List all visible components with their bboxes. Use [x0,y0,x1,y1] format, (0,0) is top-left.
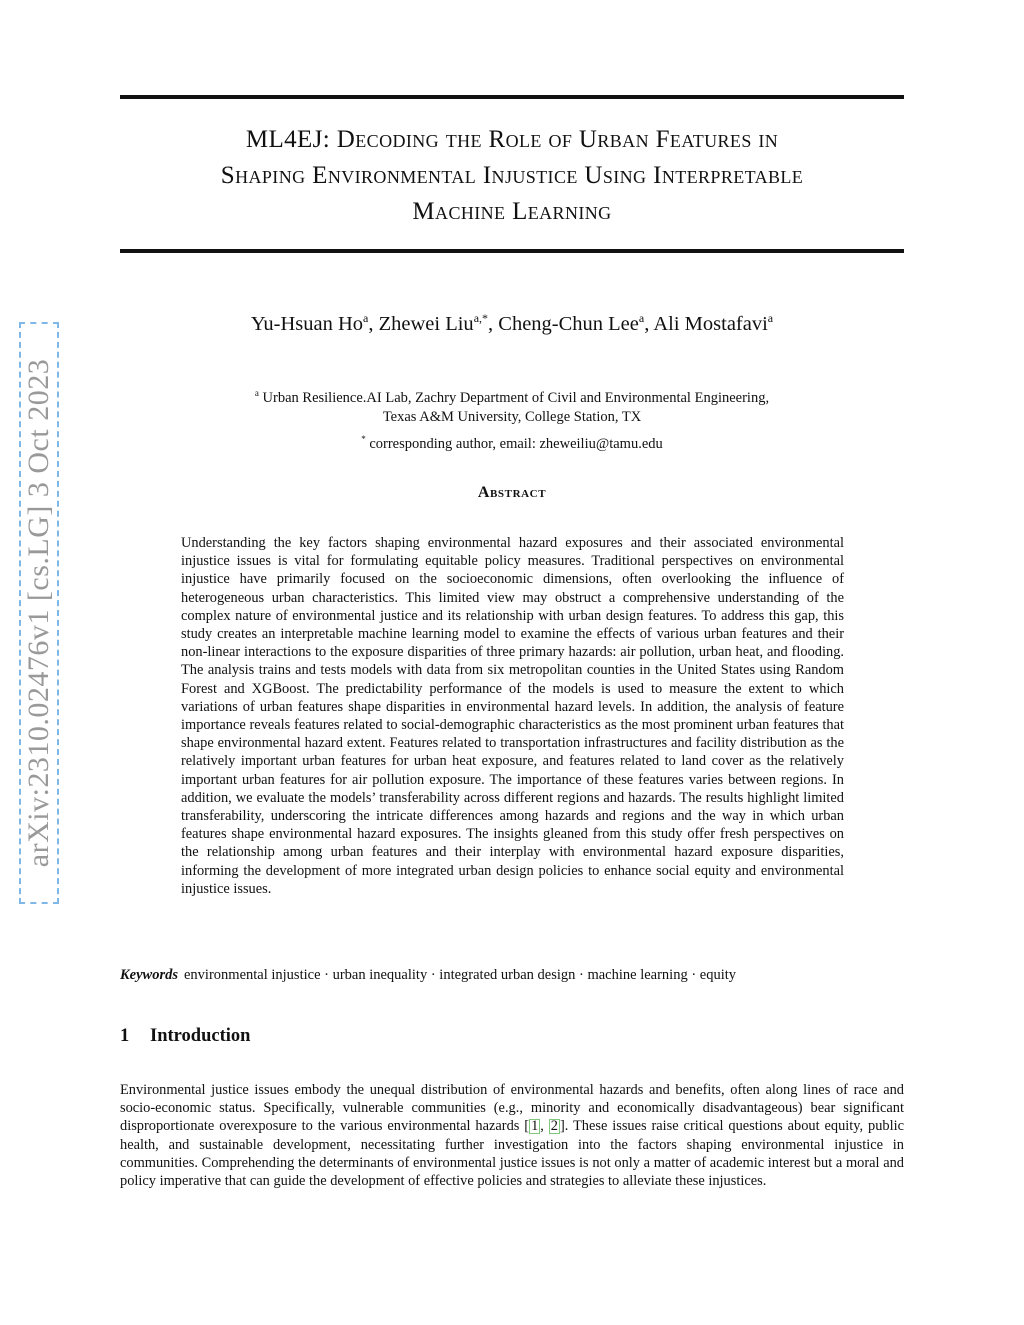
author-separator: , [488,312,499,335]
section-heading [120,1026,250,1047]
arxiv-stamp[interactable]: arXiv:2310.02476v1 [cs.LG] 3 Oct 2023 [22,358,55,868]
intro-paragraph [120,1081,904,1190]
author-name: Cheng-Chun Lee [498,312,639,335]
abstract-heading: Abstract [477,484,547,501]
section-number: 1 [120,1026,130,1046]
keywords [120,967,904,984]
affiliation [120,384,904,427]
affiliation-mark: a [254,388,259,398]
citation-link[interactable]: 1 [531,1118,539,1135]
author-name: Ali Mostafavi [653,312,768,335]
corresponding-author-text: corresponding author, email: zheweiliu@tamu.edu [369,435,663,452]
title-line-1: ML4EJ: Decoding the Role of Urban Features in [245,126,779,153]
title-line-3: Machine Learning [412,198,612,225]
affiliation-line-1: Urban Resilience.AI Lab, Zachry Department of Civil and Environmental Engineering, [262,389,770,406]
section-title: Introduction [150,1026,251,1046]
intro-text-2: ]. These issues raise critical questions about equity, public health, and sustainable development, necessitating further investigation into the factors shaping environmental injustice in communities. Comprehending the determinants of environmental justice issues is not only a matter of academic interest but a moral and policy imperative that can guide the development of effective policies and strategies to alleviate these injustices. [120,1118,905,1190]
abstract-text: Understanding the key factors shaping environmental hazard exposures and their associated environmental injustice issues is vital for formulating equitable policy measures. Traditional perspectives on environmental injustice have primarily focused on the socioeconomic dimensions, often overlooking the influence of heterogeneous urban characteristics. This limited view may obstruct a comprehensive understanding of the complex nature of environmental justice and its relationship with urban design features. To address this gap, this study creates an interpretable machine learning model to examine the effects of various urban features and their non-linear interactions to the exposure disparities of three primary hazards: air pollution, urban heat, and flooding. The analysis trains and tests models with data from six metropolitan counties in the United States using Random Forest and XGBoost. The predictability performance of the models is used to measure the extent to which variations of urban features shape disparities in environmental hazard levels. In addition, the analysis of feature importance reveals features related to social-demographic characteristics as the most prominent urban features that shape environmental hazard extent. Features related to transportation infrastructures and facility distribution as the relatively important urban features for urban heat exposure, and features related to land cover as the relatively important urban features for air pollution exposure. The importance of these features varies between regions. In addition, we evaluate the models’ transferability across different regions and hazards. The results highlight limited transferability, underscoring the intricate differences among hazards and regions and the way in which urban features shape environmental hazard exposures. The insights gleaned from this study offer fresh perspectives on the relationship among urban features and their interplay with environmental hazard exposure disparities, informing the development of more integrated urban design policies to enhance social equity and environmental injustice issues. [181,535,844,897]
author-affil-mark: a,* [473,311,489,325]
title-line-2: Shaping Environmental Injustice Using Interpretable [220,162,804,189]
author-affil-mark: a [363,311,369,325]
author-separator: , [368,312,379,335]
affiliation-line-2: Texas A&M University, College Station, TX [382,408,642,425]
title-rule-top [120,95,904,99]
author-name: Zhewei Liu [378,312,474,335]
intro-text-1: Environmental justice issues embody the unequal distribution of environmental hazards and benefits, often along lines of race and socio-economic status. Specifically, vulnerable communities (e.g., minority and economically disadvantageous) bear significant disproportionate overexposure to the various environmental hazards [ [120,1082,904,1135]
author-name: Yu-Hsuan Ho [250,312,364,335]
keywords-label: Keywords [120,967,178,983]
author-affil-mark: a [638,311,645,325]
keywords-text: environmental injustice · urban inequality · integrated urban design · machine learning · equity [184,967,737,983]
author-separator: , [644,312,654,335]
author-affil-mark: a [767,311,774,325]
citation-link[interactable]: 2 [550,1118,558,1135]
author-list [120,311,904,336]
corresponding-mark: * [361,434,366,444]
corresponding-author [120,430,904,454]
paper-title [120,122,904,230]
title-rule-bottom [120,249,904,253]
citation-separator: , [540,1118,549,1135]
